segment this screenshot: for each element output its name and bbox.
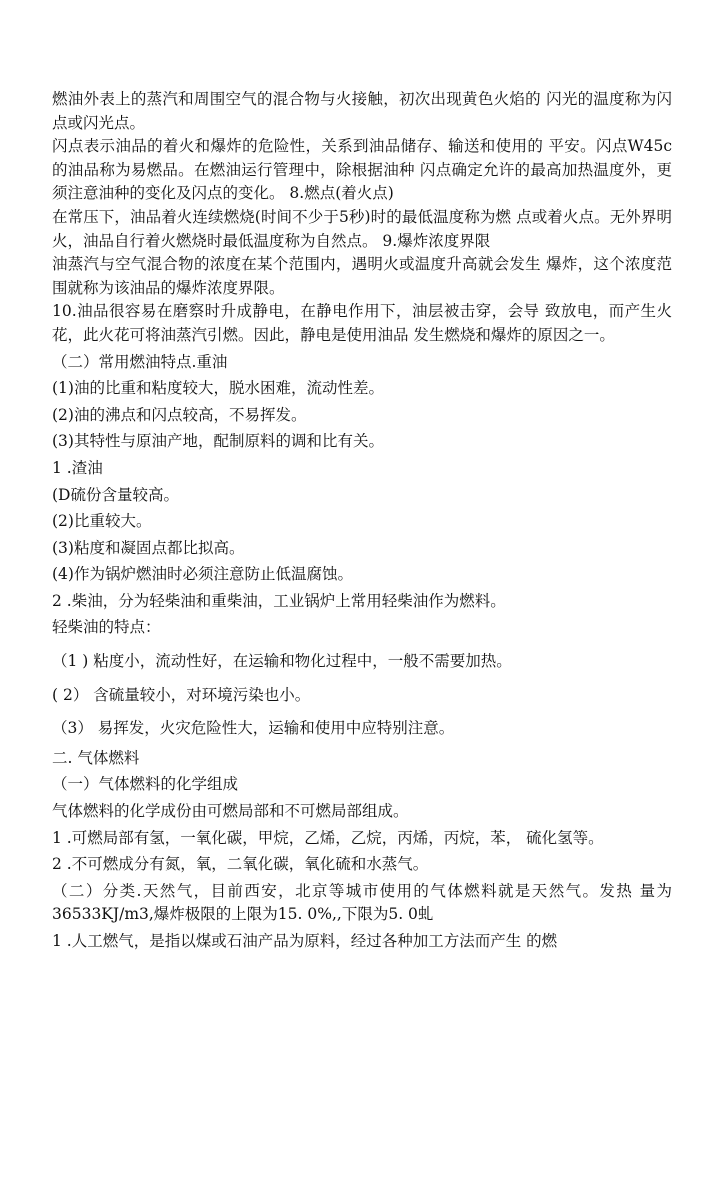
paragraph-ignition-point: 在常压下，油品着火连续燃烧(时间不少于5秒)时的最低温度称为燃 点或着火点。无外界明火，油品自行着火燃烧时最低温度称为自然点。 9.爆炸浓度界限 [52, 207, 672, 250]
list-item-residual-1: (D硫份含量较高。 [52, 485, 179, 504]
paragraph-flash-point-danger: 闪点表示油品的着火和爆炸的危险性，关系到油品储存、输送和使用的 平安。闪点W45c的油品称为易燃品。在燃油运行管理中，除根据油种 闪点确定允许的最高加热温度外，更须注意油种的变化及闪点的变化。 8.燃点(着火点) [52, 137, 672, 203]
list-item-diesel-3: （3） 易挥发，火灾危险性大，运输和使用中应特别注意。 [52, 719, 455, 738]
paragraph-natural-gas: （二）分类.天然气，目前西安，北京等城市使用的气体燃料就是天然气。发热 量为36533KJ/m3,爆炸极限的上限为15. 0%,,下限为5. 0虬 [52, 881, 672, 924]
list-item-residual-3: (3)粘度和凝固点都比拟高。 [52, 538, 245, 557]
list-item-diesel-1: （1 ) 粘度小，流动性好，在运输和物化过程中，一般不需要加热。 [52, 652, 512, 671]
paragraph-static-electricity: 10.油品很容易在磨察时升成静电，在静电作用下，油层被击穿，会导 致放电，而产生火花，此火花可将油蒸汽引燃。因此，静电是使用油品 发生燃烧和爆炸的原因之一。 [52, 302, 672, 344]
paragraph-explosion-limits: 油蒸汽与空气混合物的浓度在某个范围内，遇明火或温度升高就会发生 爆炸，这个浓度范围就称为该油品的爆炸浓度界限。 [52, 255, 672, 297]
heading-common-fuel-oil: （二）常用燃油特点.重油 [52, 352, 228, 371]
heading-gas-composition: （一）气体燃料的化学组成 [52, 775, 239, 794]
heading-diesel: 2 .柴油，分为轻柴油和重柴油，工业锅炉上常用轻柴油作为燃料。 [52, 591, 506, 610]
paragraph-gas-composition: 气体燃料的化学成份由可燃局部和不可燃局部组成。 [52, 802, 409, 821]
list-item-noncombustible-parts: 2 .不可燃成分有氮，氧，二氧化碳，氧化硫和水蒸气。 [52, 855, 429, 874]
list-item-heavy-oil-1: (1)油的比重和粘度较大，脱水困难，流动性差。 [52, 379, 384, 398]
list-item-heavy-oil-2: (2)油的沸点和闪点较高，不易挥发。 [52, 405, 307, 424]
list-item-diesel-2: ( 2） 含硫量较小，对环境污染也小。 [52, 685, 311, 704]
heading-residual-oil: 1 .渣油 [52, 458, 103, 477]
heading-light-diesel-features: 轻柴油的特点： [52, 618, 161, 637]
list-item-combustible-parts: 1 .可燃局部有氢，一氧化碳，甲烷，乙烯，乙烷，丙烯，丙烷，苯， 硫化氢等。 [52, 828, 604, 847]
list-item-heavy-oil-3: (3)其特性与原油产地，配制原料的调和比有关。 [52, 432, 384, 451]
paragraph-artificial-gas: 1 .人工燃气，是指以煤或石油产品为原料，经过各种加工方法而产生 的燃 [52, 932, 558, 950]
heading-gas-fuel: 二. 气体燃料 [52, 748, 140, 767]
list-item-residual-4: (4)作为锅炉燃油时必须注意防止低温腐蚀。 [52, 565, 353, 584]
paragraph-flash-point-definition: 燃油外表上的蒸汽和周围空气的混合物与火接触，初次出现黄色火焰的 闪光的温度称为闪点或闪光点。 [52, 90, 672, 132]
document-body [52, 88, 672, 954]
list-item-residual-2: (2)比重较大。 [52, 512, 152, 531]
